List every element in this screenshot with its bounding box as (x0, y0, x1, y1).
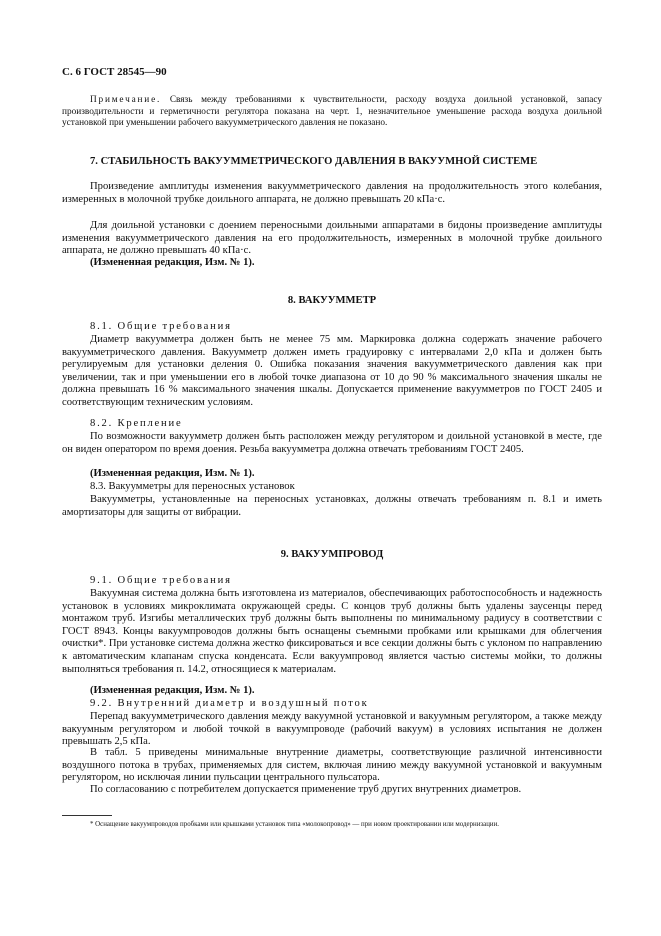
section-7-paragraph-1: Произведение амплитуды изменения вакуумметрического давления на продолжительность этого колебания, измеренных в молочной трубке доильного аппарата, не должно превышать 20 кПа·с. (62, 181, 602, 205)
subsection-9-1-text: Вакуумная система должна быть изготовлена из материалов, обеспечивающих работоспособность и надежность установок в условиях микроклимата окружающей среды. С концов труб должны быть удалены заусенцы перед монтажом труб. Изгибы металлических труб должны быть выполнены по минимальному радиусу в соответствии с ГОСТ 8943. Концы вакуумпроводов должны быть оснащены съемными пробками или крышками для облегчения очистки*. При установке система должна жестко фиксироваться и все секции должны быть с уклоном по направлению к автоматическим клапанам спуска конденсата. Если вакуумпровод является частью системы мойки, то должны выполняться требования п. 14.2, относящиеся к материалам. (62, 588, 602, 675)
section-9-edition-note: (Измененная редакция, Изм. № 1). (90, 685, 255, 696)
subsection-8-2-text: По возможности вакуумметр должен быть расположен между регулятором и доильной установкой в месте, где он виден оператором по время доения. Резьба вакуумметра должна отвечать требованиям ГОСТ 2405. (62, 431, 602, 455)
section-7-paragraph-2: Для доильной установки с доением переносными доильными аппаратами в бидоны произведение амплитуды изменения вакуумметрического давления на его продолжительность, измеренных в молочной трубке доильного аппарата, не должно превышать 40 кПа·с. (62, 220, 602, 257)
note-paragraph (62, 95, 602, 130)
subsection-9-2-paragraph-3: По согласованию с потребителем допускается применение труб других внутренних диаметров. (90, 784, 522, 795)
subsection-9-2-paragraph-1: Перепад вакуумметрического давления между вакуумной установкой и вакуумным регулятором, а также между вакуумным регулятором и любой точкой в вакуумпроводе (рабочий вакуум) в условиях испытания не должен превышать 2,5 кПа. (62, 711, 602, 748)
subsection-8-3-title: 8.3. Вакуумметры для переносных установок (90, 481, 295, 492)
subsection-9-1-title: 9.1. Общие требования (90, 575, 232, 586)
footnote: * Оснащение вакуумпроводов пробками или крышками установок типа «молокопровод» — при новом проектировании или модернизации. (90, 821, 499, 828)
subsection-9-2-paragraph-2: В табл. 5 приведены минимальные внутренние диаметры, соответствующие различной интенсивности воздушного потока в трубах, применяемых для систем, включая линию между вакуумной установкой и вакуумным регулятором, но исключая линии пульсации центрального пульсатора. (62, 747, 602, 784)
subsection-8-1-title: 8.1. Общие требования (90, 321, 232, 332)
subsection-9-2-title: 9.2. Внутренний диаметр и воздушный поток (90, 698, 369, 709)
footnote-divider (62, 815, 112, 816)
subsection-8-3-text: Вакуумметры, установленные на переносных установках, должны отвечать требованиям п. 8.1 и иметь амортизаторы для защиты от вибрации. (62, 494, 602, 518)
note-text: Связь между требованиями к чувствительности, расходу воздуха доильной установкой, запасу производительности и герметичности регулятора показана на черт. 1, незначительное уменьшение расхода воздуха доильной установкой при уменьшении рабочего вакуумметрического давления не показано. (62, 95, 603, 129)
running-header: С. 6 ГОСТ 28545—90 (62, 66, 167, 78)
section-9-heading: 9. ВАКУУМПРОВОД (280, 549, 384, 560)
section-7-heading: 7. СТАБИЛЬНОСТЬ ВАКУУММЕТРИЧЕСКОГО ДАВЛЕНИЯ В ВАКУУМНОЙ СИСТЕМЕ (90, 156, 538, 167)
note-label: Примечание. (90, 95, 162, 105)
subsection-8-2-title: 8.2. Крепление (90, 418, 183, 429)
section-7-edition-note: (Измененная редакция, Изм. № 1). (90, 257, 255, 268)
section-8-heading: 8. ВАКУУММЕТР (287, 295, 377, 306)
section-8-edition-note: (Измененная редакция, Изм. № 1). (90, 468, 255, 479)
subsection-8-1-text: Диаметр вакуумметра должен быть не менее 75 мм. Маркировка должна содержать значение рабочего вакуумметрического давления. Вакуумметр должен иметь градуировку с интервалами 2,0 кПа и должен быть регулируемым для установки деления 0. Ошибка показания значения вакуумметрического давления как при увеличении, так и при уменьшении его в любой точке диапазона от 10 до 90 % максимального значения шкалы не должна превышать 16 % максимального значения шкалы. Допускается применение вакуумметров по ГОСТ 2405 и соответствующим техническим условиям. (62, 334, 602, 408)
